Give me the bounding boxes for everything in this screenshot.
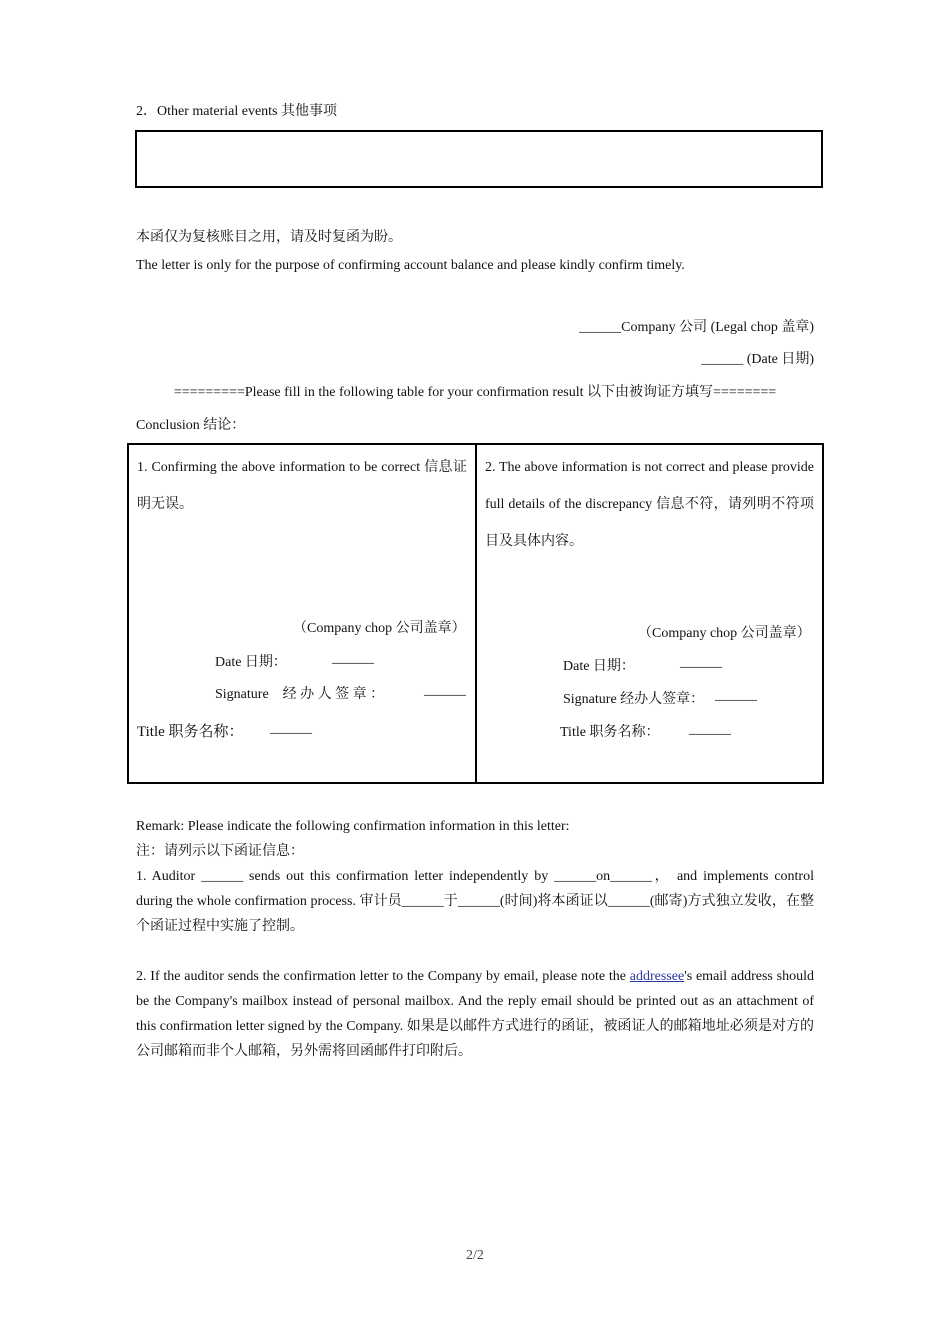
fill-in-banner: =========Please fill in the following table for your confirmation result 以下由被询证方填写======== bbox=[173, 385, 777, 400]
right-signature-label: Signature 经办人签章： bbox=[563, 692, 705, 707]
remark-item-1: 1. Auditor ______ sends out this confirmation letter independently by ______on______， and implements control during the whole confirmation process. 审计员______于______(时间)将本函证以______(邮寄)方式独立发收，在整个函证过程中实施了控制。 bbox=[136, 869, 814, 934]
remark-item-2-rest: 's email address should be the Company's mailbox instead of personal mailbox. And the reply email should be printed out as an attachment of this confirmation letter signed by the Company. 如果是以邮件方式进行的函证，被函证人的邮箱地址必须是对方的公司邮箱而非个人邮箱，另外需将回函邮件打印附后。 bbox=[136, 969, 814, 1059]
incorrect-cell[interactable] bbox=[477, 445, 822, 782]
incorrect-statement: 2. The above information is not correct and please provide full details of the discrepancy 信息不符，请列明不符项目及具体内容。 bbox=[485, 460, 814, 549]
right-title-blank[interactable]: ______ bbox=[689, 722, 731, 737]
page-number: 2/2 bbox=[466, 1248, 484, 1263]
remark-item-2-text: 2. If the auditor sends the confirmation letter to the Company by email, please note the bbox=[136, 969, 630, 984]
remark-heading-cn: 注：请列示以下函证信息： bbox=[136, 844, 304, 859]
left-signature-blank[interactable]: ______ bbox=[424, 683, 466, 698]
right-signature-blank[interactable]: ______ bbox=[715, 688, 757, 703]
right-date-label: Date 日期： bbox=[563, 659, 635, 674]
left-date-label: Date 日期： bbox=[215, 655, 287, 670]
company-chop-line: ______Company 公司 (Legal chop 盖章) bbox=[579, 320, 814, 335]
left-signature-label: Signature 经 办 人 签 章 ： bbox=[215, 687, 385, 702]
correct-cell[interactable] bbox=[129, 445, 477, 782]
left-company-chop: （Company chop 公司盖章） bbox=[293, 621, 466, 636]
correct-statement: 1. Confirming the above information to be correct 信息证明无误。 bbox=[137, 460, 467, 512]
conclusion-label: Conclusion 结论： bbox=[136, 418, 246, 433]
remark-heading-en: Remark: Please indicate the following confirmation information in this letter: bbox=[136, 819, 570, 834]
remark-item-2 bbox=[136, 964, 814, 1064]
other-events-box[interactable] bbox=[135, 130, 823, 188]
right-title-label: Title 职务名称： bbox=[560, 725, 660, 740]
date-line: ______ (Date 日期) bbox=[701, 352, 814, 367]
left-title-label: Title 职务名称： bbox=[137, 724, 244, 740]
confirmation-table bbox=[127, 443, 824, 784]
left-date-blank[interactable]: ______ bbox=[332, 651, 374, 666]
section-heading: 2．Other material events 其他事项 bbox=[136, 104, 338, 119]
purpose-note-en: The letter is only for the purpose of confirming account balance and please kindly confirm timely. bbox=[136, 258, 685, 273]
addressee-link[interactable]: addressee bbox=[629, 969, 685, 984]
left-title-blank[interactable]: ______ bbox=[270, 721, 312, 736]
purpose-note-cn: 本函仅为复核账目之用，请及时复函为盼。 bbox=[136, 230, 402, 245]
right-date-blank[interactable]: ______ bbox=[680, 655, 722, 670]
remark-section bbox=[136, 814, 814, 1064]
right-company-chop: （Company chop 公司盖章） bbox=[638, 626, 811, 641]
